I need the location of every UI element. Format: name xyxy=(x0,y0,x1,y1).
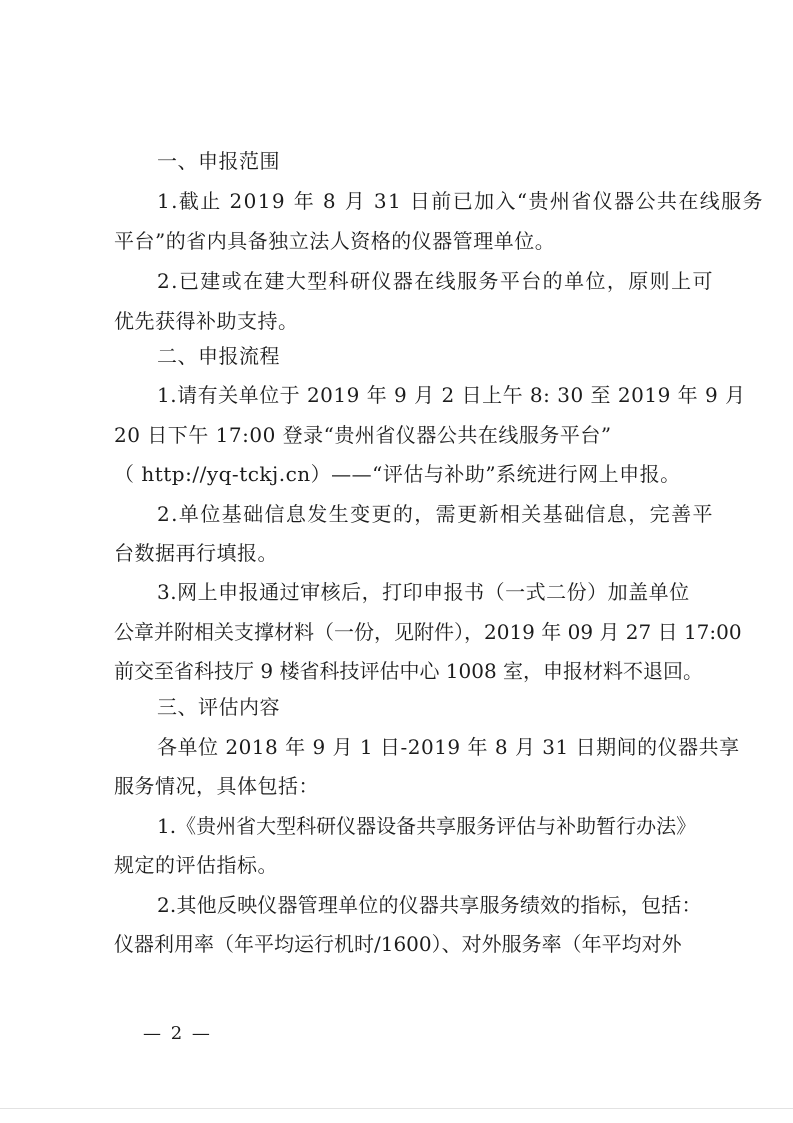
process-item-1-line-2: 20 日下午 17:00 登录“贵州省仪器公共在线服务平台” xyxy=(114,423,612,447)
scan-edge-divider xyxy=(0,1108,793,1109)
process-item-3-line-2: 公章并附相关支撑材料（一份，见附件），2019 年 09 月 27 日 17:00 xyxy=(114,620,742,644)
section-heading-process: 二、申报流程 xyxy=(157,344,280,368)
scope-item-2-line-2: 优先获得补助支持。 xyxy=(114,309,299,333)
evaluation-item-1-line-1: 1.《贵州省大型科研仪器设备共享服务评估与补助暂行办法》 xyxy=(157,814,697,838)
evaluation-item-1-line-2: 规定的评估指标。 xyxy=(114,853,278,877)
section-heading-evaluation: 三、评估内容 xyxy=(157,695,280,719)
scope-item-1-line-1: 1.截止 2019 年 8 月 31 日前已加入“贵州省仪器公共在线服务 xyxy=(157,189,764,213)
scope-item-1-line-2: 平台”的省内具备独立法人资格的仪器管理单位。 xyxy=(114,229,556,253)
scope-item-2-line-1: 2.已建或在建大型科研仪器在线服务平台的单位，原则上可 xyxy=(157,269,714,293)
evaluation-intro-line-2: 服务情况，具体包括： xyxy=(114,774,319,798)
process-item-3-line-3: 前交至省科技厅 9 楼省科技评估中心 1008 室，申报材料不退回。 xyxy=(114,659,704,683)
process-item-1-line-3: （ http://yq-tckj.cn）——“评估与补助”系统进行网上申报。 xyxy=(114,462,681,486)
page-number: — 2 — xyxy=(143,1023,212,1044)
process-item-1-line-1: 1.请有关单位于 2019 年 9 月 2 日上午 8: 30 至 2019 年 9 月 xyxy=(157,383,746,407)
evaluation-item-2-line-2: 仪器利用率（年平均运行机时/1600）、对外服务率（年平均对外 xyxy=(114,932,682,956)
process-item-3-line-1: 3.网上申报通过审核后，打印申报书（一式二份）加盖单位 xyxy=(157,580,690,604)
section-heading-scope: 一、申报范围 xyxy=(157,149,280,173)
evaluation-intro-line-1: 各单位 2018 年 9 月 1 日-2019 年 8 月 31 日期间的仪器共享 xyxy=(157,735,740,759)
process-item-2-line-1: 2.单位基础信息发生变更的，需更新相关基础信息，完善平 xyxy=(157,502,714,526)
evaluation-item-2-line-1: 2.其他反映仪器管理单位的仪器共享服务绩效的指标，包括： xyxy=(157,893,702,917)
process-item-2-line-2: 台数据再行填报。 xyxy=(114,541,278,565)
